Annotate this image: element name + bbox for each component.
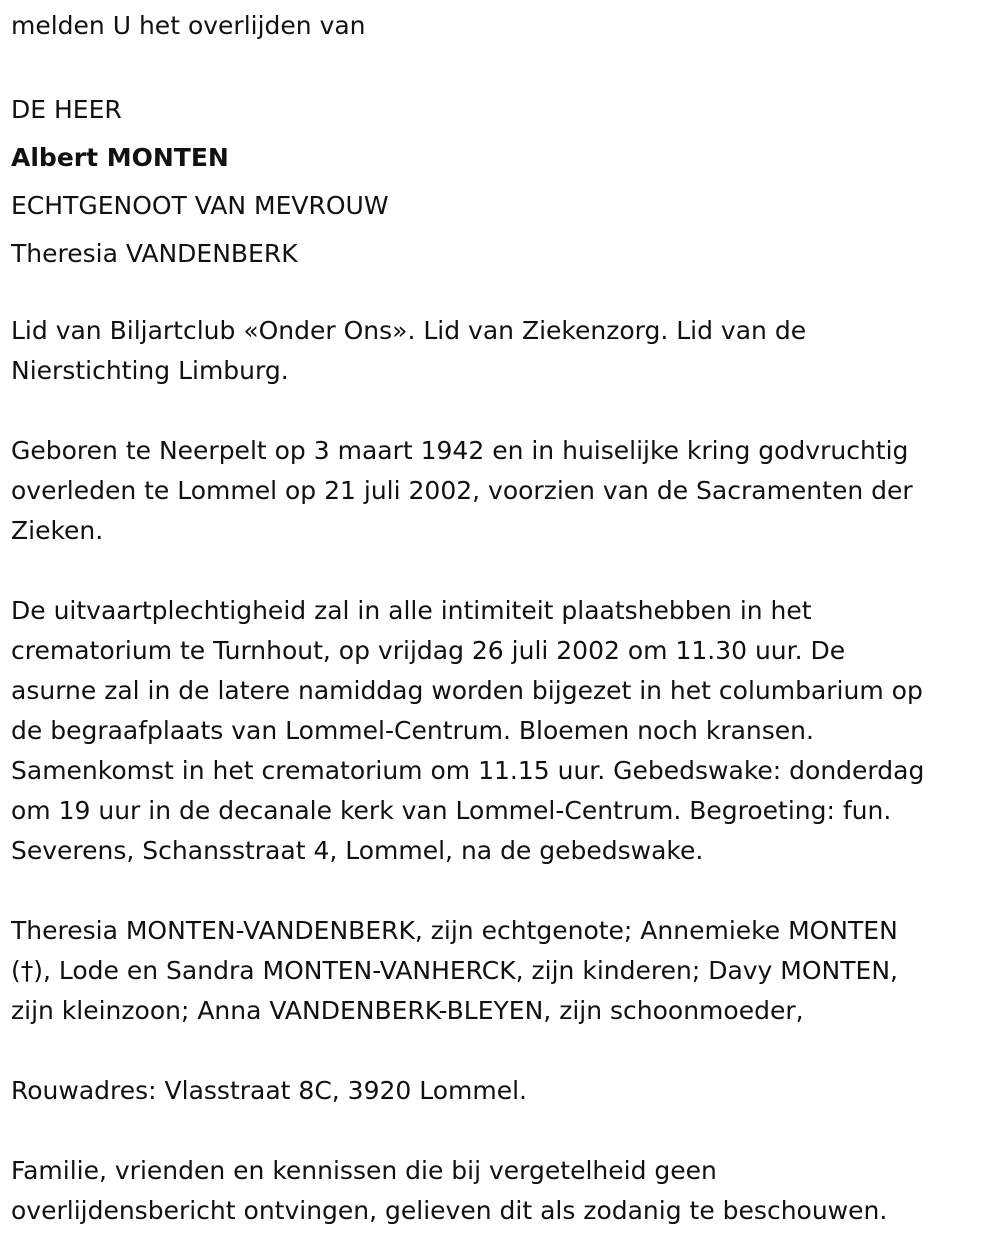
deceased-name: Albert MONTEN	[11, 143, 229, 172]
text-line: De uitvaartplechtigheid zal in alle intimiteit plaatshebben in het	[11, 596, 812, 625]
text-line: Nierstichting Limburg.	[11, 356, 289, 385]
family-paragraph	[11, 911, 991, 1031]
text-line: Geboren te Neerpelt op 3 maart 1942 en in huiselijke kring godvruchtig	[11, 436, 909, 465]
obituary-document	[11, 0, 991, 1231]
text-line: Rouwadres: Vlasstraat 8C, 3920 Lommel.	[11, 1076, 528, 1105]
birth-death-paragraph	[11, 431, 991, 551]
closing-paragraph	[11, 1151, 991, 1231]
spouse-name: Theresia VANDENBERK	[11, 239, 298, 268]
text-line: Theresia MONTEN-VANDENBERK, zijn echtgenote; Annemieke MONTEN	[11, 916, 898, 945]
text-line: om 19 uur in de decanale kerk van Lommel-Centrum. Begroeting: fun.	[11, 796, 892, 825]
text-line: asurne zal in de latere namiddag worden bijgezet in het columbarium op	[11, 676, 923, 705]
text-line: zijn kleinzoon; Anna VANDENBERK-BLEYEN, zijn schoonmoeder,	[11, 996, 804, 1025]
intro-line: melden U het overlijden van	[11, 11, 366, 40]
text-line: Severens, Schansstraat 4, Lommel, na de gebedswake.	[11, 836, 704, 865]
text-line: Familie, vrienden en kennissen die bij vergetelheid geen	[11, 1156, 717, 1185]
text-line: Lid van Biljartclub «Onder Ons». Lid van Ziekenzorg. Lid van de	[11, 316, 807, 345]
text-line: overleden te Lommel op 21 juli 2002, voorzien van de Sacramenten der	[11, 476, 913, 505]
deceased-block	[11, 86, 991, 278]
text-line: crematorium te Turnhout, op vrijdag 26 juli 2002 om 11.30 uur. De	[11, 636, 846, 665]
text-line: (†), Lode en Sandra MONTEN-VANHERCK, zijn kinderen; Davy MONTEN,	[11, 956, 898, 985]
funeral-paragraph	[11, 591, 991, 871]
text-line: Samenkomst in het crematorium om 11.15 uur. Gebedswake: donderdag	[11, 756, 925, 785]
text-line: de begraafplaats van Lommel-Centrum. Bloemen noch kransen.	[11, 716, 814, 745]
memberships-paragraph	[11, 311, 991, 391]
honorific: DE HEER	[11, 95, 122, 124]
address-paragraph	[11, 1071, 991, 1111]
text-line: overlijdensbericht ontvingen, gelieven dit als zodanig te beschouwen.	[11, 1196, 888, 1225]
relation-line: ECHTGENOOT VAN MEVROUW	[11, 191, 389, 220]
text-line: Zieken.	[11, 516, 104, 545]
